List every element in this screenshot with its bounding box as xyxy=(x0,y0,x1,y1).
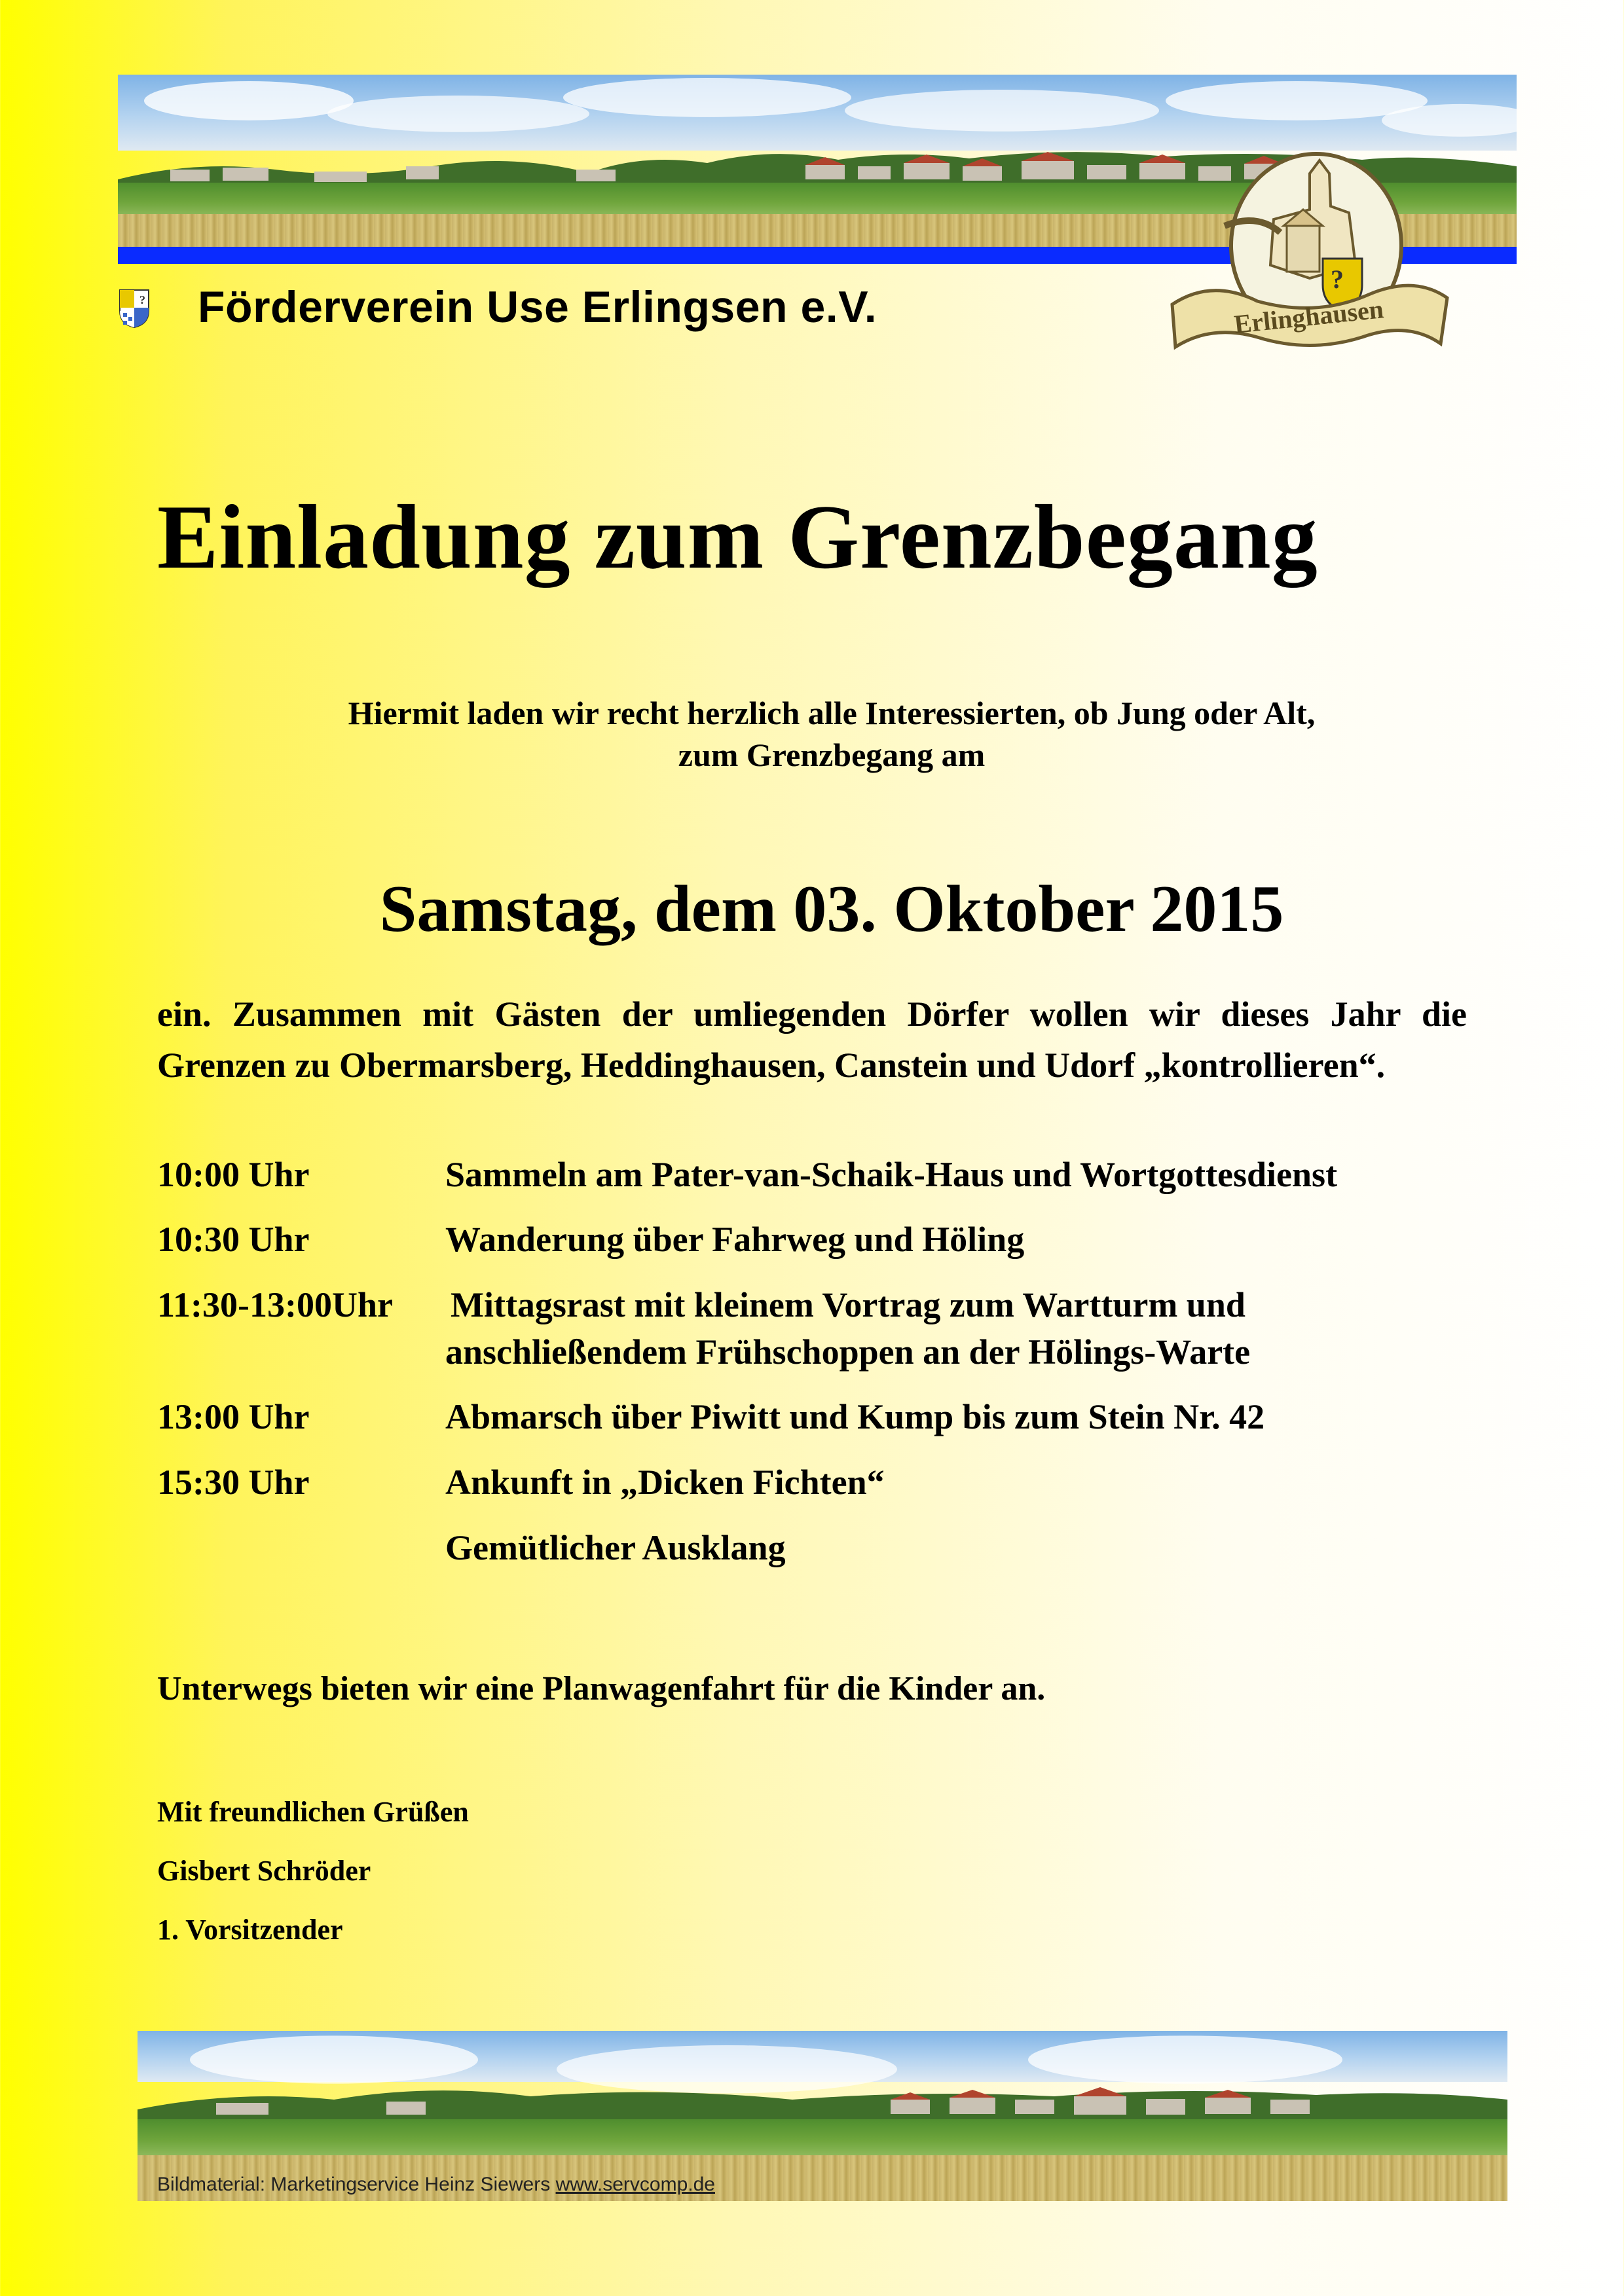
signature-name: Gisbert Schröder xyxy=(157,1855,371,1887)
svg-text:?: ? xyxy=(139,293,145,306)
credit-link[interactable]: www.servcomp.de xyxy=(555,2174,715,2195)
signature-role: 1. Vorsitzender xyxy=(157,1914,343,1946)
schedule-text: Gemütlicher Ausklang xyxy=(445,1528,786,1567)
page-title: Einladung zum Grenzbegang xyxy=(157,486,1318,588)
intro-line-1: Hiermit laden wir recht herzlich alle Interessierten, ob Jung oder Alt, xyxy=(348,695,1316,731)
paragraph-line-1: ein. Zusammen mit Gästen der umliegenden Dörfer wollen wir dieses Jahr die xyxy=(157,994,1467,1034)
schedule-text-continued: anschließendem Frühschoppen an der Hölings-Warte xyxy=(445,1332,1251,1372)
intro-line-2: zum Grenzbegang am xyxy=(678,737,986,773)
club-name: Förderverein Use Erlingsen e.V. xyxy=(198,282,877,332)
event-date: Samstag, dem 03. Oktober 2015 xyxy=(379,872,1284,946)
signature-greeting: Mit freundlichen Grüßen xyxy=(157,1796,469,1828)
erlinghausen-logo-icon xyxy=(1159,147,1460,363)
schedule-text: Ankunft in „Dicken Fichten“ xyxy=(445,1463,885,1502)
schedule-text: Wanderung über Fahrweg und Höling xyxy=(445,1220,1025,1259)
schedule-time: 13:00 Uhr xyxy=(157,1397,310,1436)
credit-text: Bildmaterial: Marketingservice Heinz Siewers xyxy=(157,2174,551,2195)
schedule-text: Sammeln am Pater-van-Schaik-Haus und Wortgottesdienst xyxy=(445,1155,1338,1194)
footer-credit xyxy=(157,2174,715,2196)
schedule-time: 15:30 Uhr xyxy=(157,1463,310,1502)
schedule-text: Mittagsrast mit kleinem Vortrag zum Wartturm und xyxy=(451,1285,1246,1324)
crest-icon xyxy=(118,288,151,329)
schedule-time: 10:30 Uhr xyxy=(157,1220,310,1259)
paragraph-line-2: Grenzen zu Obermarsberg, Heddinghausen, Canstein und Udorf „kontrollieren“. xyxy=(157,1046,1386,1085)
schedule-text: Abmarsch über Piwitt und Kump bis zum Stein Nr. 42 xyxy=(445,1397,1265,1436)
logo-label: Erlinghausen xyxy=(1232,294,1385,339)
closing-note: Unterwegs bieten wir eine Planwagenfahrt für die Kinder an. xyxy=(157,1670,1046,1707)
schedule-time: 10:00 Uhr xyxy=(157,1155,310,1194)
schedule-time: 11:30-13:00Uhr xyxy=(157,1285,393,1324)
intro-paragraph xyxy=(157,989,1467,1091)
svg-text:?: ? xyxy=(1331,264,1344,294)
